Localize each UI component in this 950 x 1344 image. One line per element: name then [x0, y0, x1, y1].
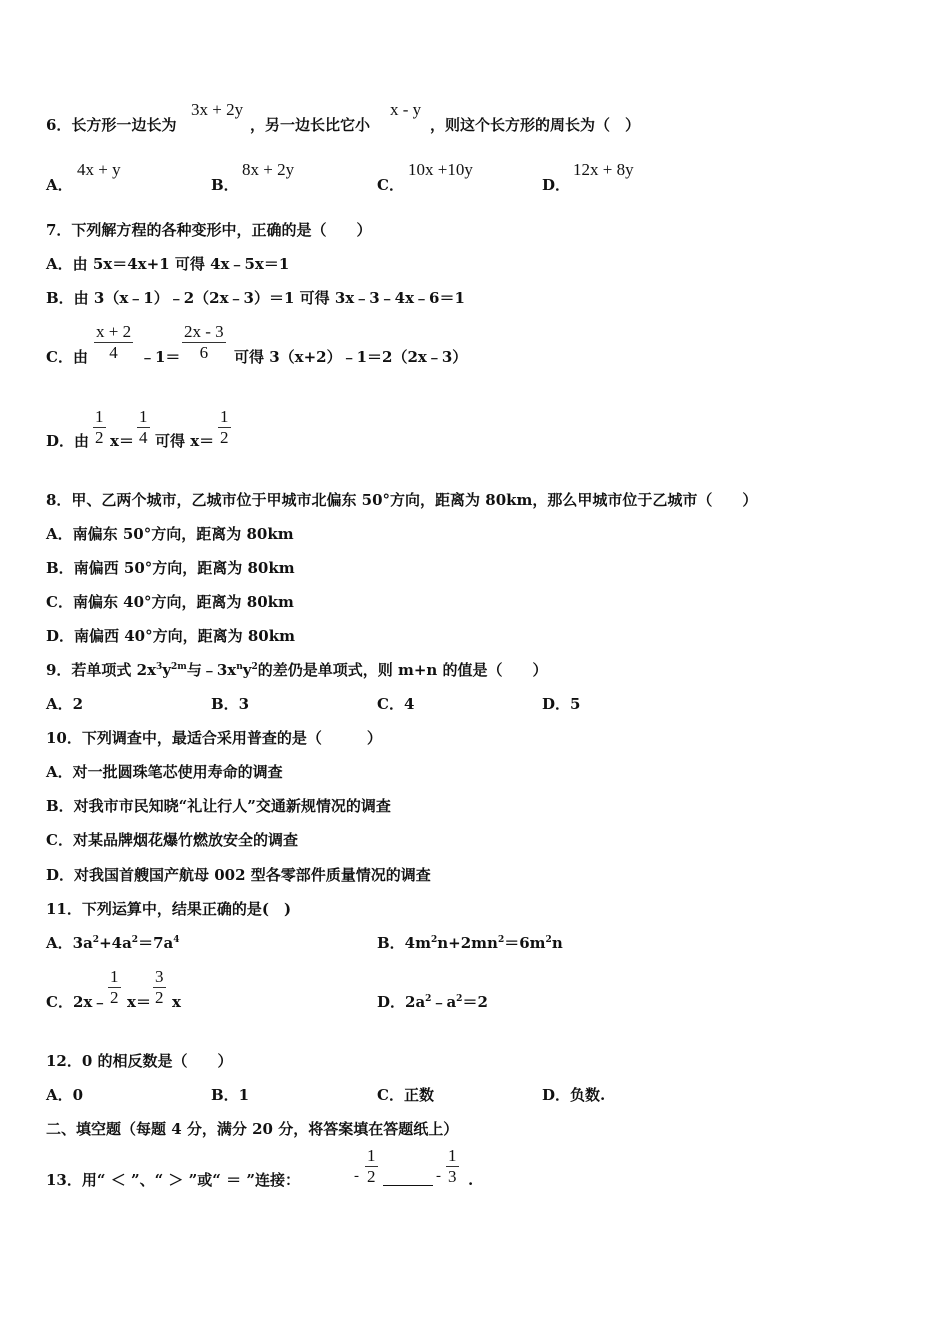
- q7-d-f1-den: 2: [95, 428, 104, 447]
- q7-d-f2-den: 4: [139, 428, 148, 447]
- q6-option-b-label: B．: [211, 176, 239, 194]
- q7-d-f3-num: 1: [220, 407, 229, 426]
- q9-sup-1: 3: [156, 662, 163, 672]
- q7-c-f1-den: 4: [94, 342, 133, 363]
- q13-f2-den: 3: [448, 1167, 457, 1186]
- q6-option-d-label: D．: [542, 176, 571, 194]
- q11-d-pre: D．2a: [377, 993, 426, 1011]
- q7-c-fraction-1: [94, 322, 133, 363]
- section-2-heading: 二、填空题（每题 4 分，满分 20 分，将答案填在答题纸上）: [46, 1120, 459, 1138]
- q9-stem-c: 与﹣3x: [186, 661, 237, 679]
- q13-answer-blank[interactable]: [383, 1171, 433, 1186]
- q7-d-mid2: 可得 x＝: [155, 432, 215, 450]
- q8-stem: 8．甲、乙两个城市，乙城市位于甲城市北偏东 50°方向，距离为 80km，那么甲城市位于乙城市（ ）: [46, 491, 758, 509]
- q11-d-mid: ﹣a: [431, 993, 457, 1011]
- q13-neg-2: -: [436, 1168, 441, 1184]
- q11-c-f2-num: 3: [155, 967, 164, 986]
- q10-option-a: A．对一批圆珠笔芯使用寿命的调查: [46, 763, 283, 781]
- q6-option-b-expr: 8x + 2y: [242, 160, 295, 179]
- q10-option-c: C．对某品牌烟花爆竹燃放安全的调查: [46, 831, 298, 849]
- q12-option-b: B．1: [211, 1086, 250, 1104]
- q7-stem: 7．下列解方程的各种变形中，正确的是（ ）: [46, 221, 372, 239]
- q13-fraction-1: [365, 1146, 378, 1187]
- q7-d-fraction-2: [137, 407, 150, 448]
- q13-neg-1: -: [354, 1168, 359, 1184]
- q7-c-f2-num: 2x - 3: [184, 322, 224, 341]
- q9-option-c: C．4: [377, 695, 415, 713]
- q11-b-sup-3: 2: [545, 935, 552, 945]
- q11-b-tail: n: [551, 934, 563, 952]
- q6-option-a-label: A．: [46, 176, 73, 194]
- q6-option-c-label: C．: [377, 176, 404, 194]
- q9-sup-2: 2m: [171, 662, 187, 672]
- q8-option-a: A．南偏东 50°方向，距离为 80km: [46, 525, 294, 543]
- q9-stem-a: 9．若单项式 2x: [46, 661, 157, 679]
- q10-option-d: D．对我国首艘国产航母 002 型各零部件质量情况的调查: [46, 866, 431, 884]
- q6-option-c-expr: 10x +10y: [408, 160, 473, 179]
- q11-b-mid2: ＝6m: [504, 934, 546, 952]
- q7-c-f2-den: 6: [182, 342, 226, 363]
- q6-stem-b: ，另一边长比它小: [250, 116, 371, 134]
- q11-a-sup-2: 2: [131, 935, 139, 945]
- q11-a-pre: A．3a: [46, 934, 93, 952]
- q7-d-mid: x＝: [110, 432, 134, 450]
- q11-option-d: [377, 992, 488, 1012]
- q11-c-tail: x: [172, 993, 181, 1011]
- q12-option-c: C．正数: [377, 1086, 434, 1104]
- q9-stem-b: y: [162, 661, 172, 679]
- q11-option-b: [377, 933, 563, 953]
- q9-stem: [46, 660, 548, 680]
- q11-b-sup-2: 2: [497, 935, 505, 945]
- q11-a-sup-3: 4: [173, 935, 180, 945]
- q11-c-fraction-2: [153, 967, 166, 1008]
- q9-sup-3: n: [236, 662, 243, 672]
- q9-sup-4: 2: [251, 662, 258, 672]
- q10-stem: 10．下列调查中，最适合采用普查的是（ ）: [46, 729, 382, 747]
- q13-end: .: [468, 1171, 474, 1189]
- q9-stem-d: y: [242, 661, 252, 679]
- q12-option-a: A．0: [46, 1086, 84, 1104]
- q12-stem: 12．0 的相反数是（ ）: [46, 1052, 233, 1070]
- q11-a-mid2: ＝7a: [138, 934, 174, 952]
- q11-stem: 11．下列运算中，结果正确的是( ): [46, 900, 292, 918]
- q11-b-sup-1: 2: [431, 935, 438, 945]
- q8-option-c: C．南偏东 40°方向，距离为 80km: [46, 593, 294, 611]
- q7-d-fraction-1: [93, 407, 106, 448]
- q7-option-a: A．由 5x＝4x+1 可得 4x﹣5x＝1: [46, 255, 290, 273]
- q6-stem: [46, 115, 176, 135]
- q13-f1-den: 2: [367, 1167, 376, 1186]
- q10-option-b: B．对我市市民知晓“礼让行人”交通新规情况的调查: [46, 797, 391, 815]
- q13-f2-num: 1: [448, 1146, 457, 1165]
- q11-c-f1-den: 2: [110, 988, 119, 1007]
- q13-f1-num: 1: [367, 1146, 376, 1165]
- q11-c-fraction-1: [108, 967, 121, 1008]
- q7-d-f3-den: 2: [220, 428, 229, 447]
- q11-b-pre: B．4m: [377, 934, 431, 952]
- q7-c-mid: ﹣1＝: [140, 348, 181, 366]
- q9-option-d: D．5: [542, 695, 581, 713]
- q8-option-d: D．南偏西 40°方向，距离为 80km: [46, 627, 295, 645]
- q11-c-f1-num: 1: [110, 967, 119, 986]
- q6-expr-2: x - y: [390, 100, 422, 119]
- q7-option-b: B．由 3（x﹣1）﹣2（2x﹣3）＝1 可得 3x﹣3﹣4x﹣6＝1: [46, 289, 465, 307]
- q11-c-f2-den: 2: [155, 988, 164, 1007]
- q7-c-f1-num: x + 2: [96, 322, 132, 341]
- q7-option-c-label: C．由: [46, 348, 88, 366]
- q11-c-mid: x＝: [127, 993, 151, 1011]
- q13-stem: 13．用“ ＜ ”、“ ＞ ”或“ ＝ ”连接：: [46, 1171, 300, 1189]
- q8-option-b: B．南偏西 50°方向，距离为 80km: [46, 559, 295, 577]
- q6-stem-a: 6．长方形一边长为: [46, 116, 177, 134]
- q6-option-a-expr: 4x + y: [77, 160, 121, 179]
- q11-d-sup-2: 2: [456, 994, 463, 1004]
- q11-b-mid: n+2mn: [437, 934, 498, 952]
- q9-option-a: A．2: [46, 695, 84, 713]
- q6-option-d-expr: 12x + 8y: [573, 160, 634, 179]
- q13-fraction-2: [446, 1146, 459, 1187]
- q9-option-b: B．3: [211, 695, 250, 713]
- q11-option-a: [46, 933, 180, 953]
- q7-d-f2-num: 1: [139, 407, 148, 426]
- q11-a-sup-1: 2: [92, 935, 100, 945]
- q9-stem-e: 的差仍是单项式，则 m+n 的值是（ ）: [257, 661, 548, 679]
- q11-option-c-label: C．2x﹣: [46, 993, 108, 1011]
- q11-d-sup-1: 2: [425, 994, 432, 1004]
- q6-expr-1: 3x + 2y: [191, 100, 244, 119]
- q11-d-tail: ＝2: [462, 993, 488, 1011]
- q12-option-d: D．负数.: [542, 1086, 606, 1104]
- q7-option-d-label: D．由: [46, 432, 90, 450]
- q7-d-f1-num: 1: [95, 407, 104, 426]
- q6-stem-c: ，则这个长方形的周长为（ ）: [430, 116, 641, 134]
- q7-d-fraction-3: [218, 407, 231, 448]
- q11-a-mid: +4a: [99, 934, 132, 952]
- q7-c-tail: 可得 3（x+2）﹣1＝2（2x﹣3）: [234, 348, 468, 366]
- q7-c-fraction-2: [182, 322, 226, 363]
